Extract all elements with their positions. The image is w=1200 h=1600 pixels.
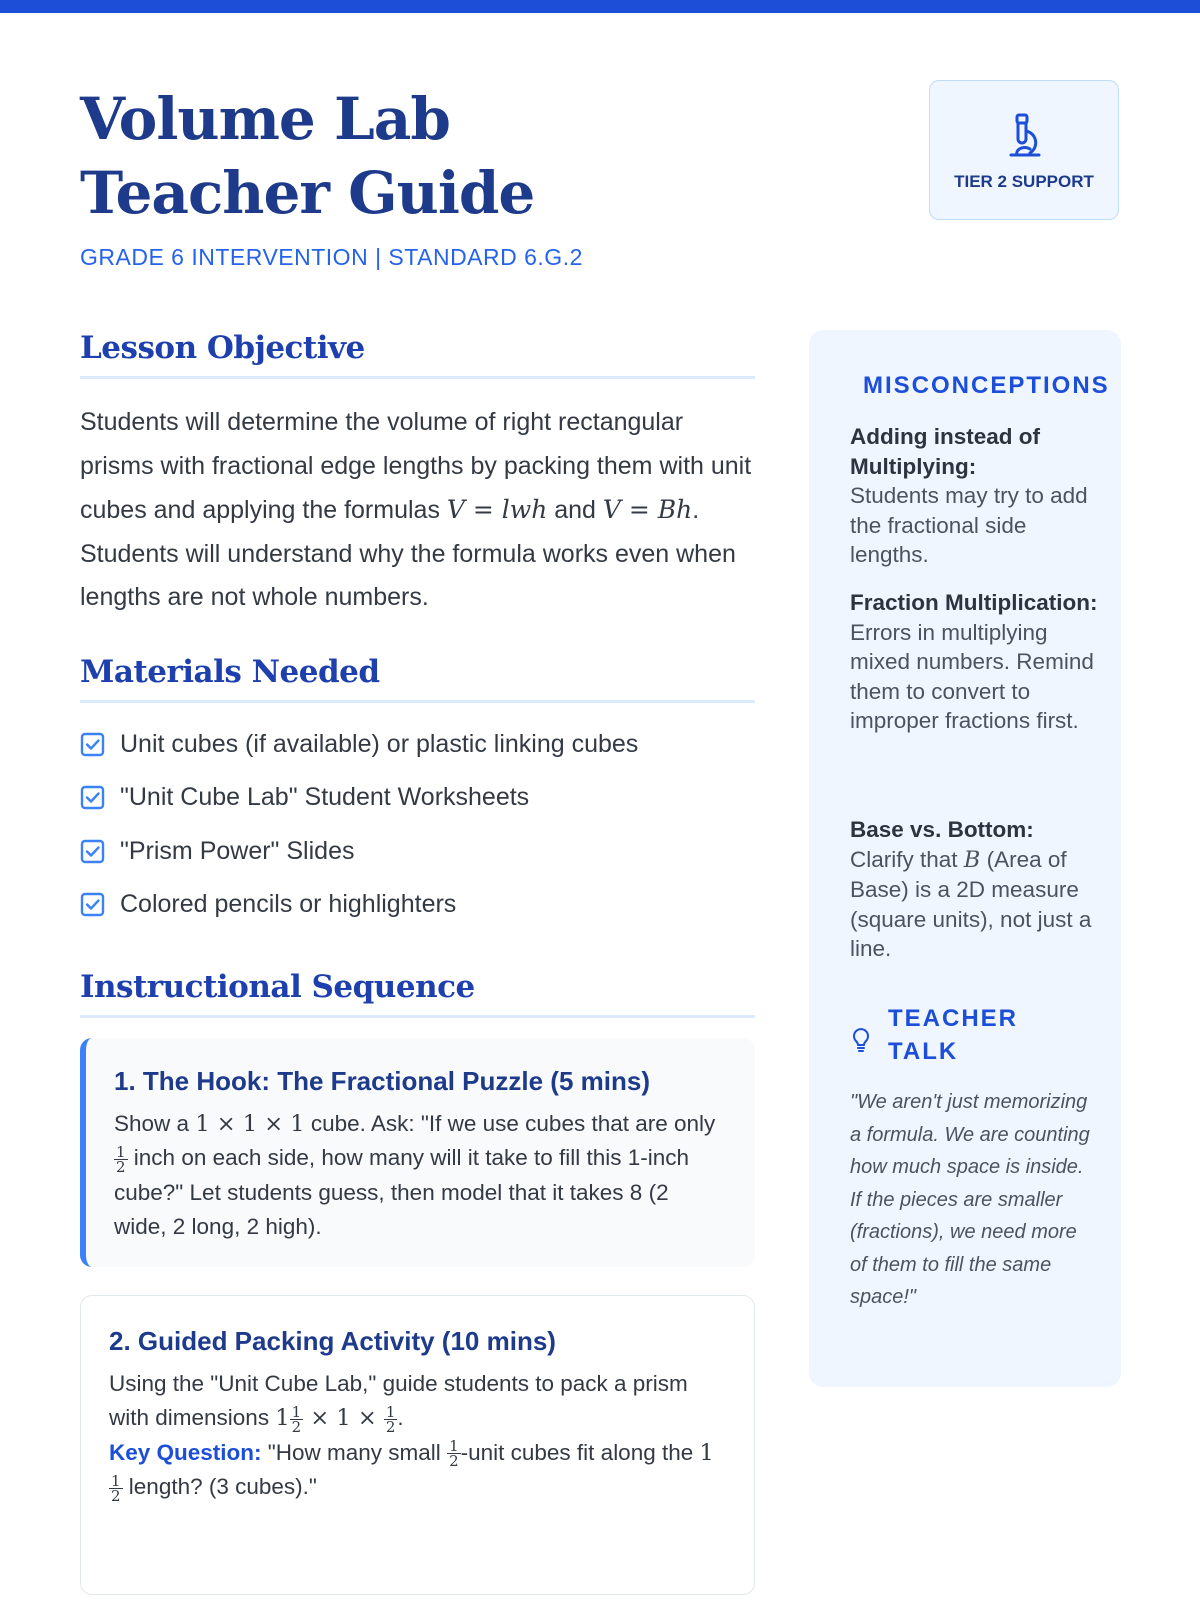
page-title-line-1: Volume Lab bbox=[80, 85, 450, 153]
checkbox-checked-icon bbox=[80, 732, 105, 757]
misconceptions-sidebar bbox=[809, 330, 1121, 1387]
mixed-number-whole: 1 bbox=[275, 1405, 290, 1431]
objective-text-3: . Students will understand why the formula works even when lengths are not whole numbers. bbox=[80, 496, 736, 611]
fraction-half bbox=[109, 1471, 123, 1505]
page-subtitle: GRADE 6 INTERVENTION | STANDARD 6.G.2 bbox=[80, 244, 583, 270]
checkbox-checked-icon bbox=[80, 785, 105, 810]
materials-item-label: Colored pencils or highlighters bbox=[120, 890, 457, 918]
formula-lwh: V = lwh bbox=[446, 495, 548, 524]
tier-badge-label: TIER 2 SUPPORT bbox=[954, 172, 1094, 191]
misconception-text: Errors in multiplying mixed numbers. Remind them to convert to improper fractions first. bbox=[850, 619, 1094, 733]
checkbox-checked-icon bbox=[80, 839, 105, 864]
microscope-icon bbox=[1003, 111, 1047, 163]
fraction-numerator: 1 bbox=[111, 1471, 121, 1490]
misconception-title: Fraction Multiplication: bbox=[850, 590, 1098, 615]
step-text: -unit cubes fit along the bbox=[460, 1439, 700, 1465]
teacher-talk-heading-line-1: TEACHER bbox=[888, 1005, 1019, 1032]
step-text: inch on each side, how many will it take to fill this 1-inch cube?" Let students guess, then model that it takes 8 (2 wide, 2 long, 2 high). bbox=[114, 1145, 690, 1239]
objective-text bbox=[80, 401, 755, 620]
mixed-number-whole: 1 bbox=[699, 1439, 714, 1466]
lightbulb-icon bbox=[850, 1026, 872, 1054]
step-title: 2. Guided Packing Activity (10 mins) bbox=[109, 1325, 556, 1356]
misconception-item bbox=[850, 815, 1100, 964]
misconception-text: (Area of Base) is a 2D measure (square units), not just a line. bbox=[850, 846, 1092, 961]
fraction-denominator: 2 bbox=[111, 1486, 121, 1505]
misconception-item bbox=[850, 588, 1100, 736]
prism-dimensions: × 1 × bbox=[303, 1405, 384, 1431]
step-card-guided bbox=[80, 1295, 755, 1595]
teacher-talk-heading bbox=[888, 1002, 1018, 1068]
misconception-item bbox=[850, 422, 1100, 570]
step-text: Using the "Unit Cube Lab," guide students to pack a prism with dimensions bbox=[109, 1370, 688, 1430]
fraction-half bbox=[114, 1142, 128, 1176]
fraction-numerator: 1 bbox=[449, 1437, 459, 1456]
fraction-denominator: 2 bbox=[291, 1417, 302, 1436]
misconception-title: Base vs. Bottom: bbox=[850, 817, 1034, 842]
fraction-denominator: 2 bbox=[385, 1417, 396, 1436]
materials-heading: Materials Needed bbox=[80, 654, 755, 703]
misconceptions-heading: MISCONCEPTIONS bbox=[863, 372, 1110, 399]
teacher-talk-quote: "We aren't just memorizing a formula. We are counting how much space is inside. If the pieces are smaller (fractions), we need more of them to fill the same space!" bbox=[850, 1091, 1090, 1308]
objective-heading: Lesson Objective bbox=[80, 330, 755, 379]
fraction-numerator: 1 bbox=[385, 1402, 396, 1421]
fraction-numerator: 1 bbox=[291, 1402, 302, 1421]
materials-item-label: "Unit Cube Lab" Student Worksheets bbox=[120, 783, 530, 811]
materials-list bbox=[80, 729, 755, 943]
fraction-half bbox=[384, 1402, 398, 1436]
key-question-label: Key Question: bbox=[109, 1439, 262, 1465]
cube-dimensions: 1 × 1 × 1 bbox=[195, 1110, 305, 1137]
step-card-hook bbox=[80, 1038, 755, 1267]
misconception-title: Adding instead of Multiplying: bbox=[850, 424, 1040, 479]
materials-item bbox=[80, 836, 755, 890]
materials-item bbox=[80, 782, 755, 836]
fraction-numerator: 1 bbox=[116, 1142, 126, 1161]
page-title bbox=[80, 82, 534, 230]
step-text: cube. Ask: "If we use cubes that are only bbox=[304, 1110, 716, 1136]
top-accent-bar bbox=[0, 0, 1200, 13]
sequence-heading: Instructional Sequence bbox=[80, 969, 755, 1018]
materials-item bbox=[80, 889, 755, 943]
step-text: Show a bbox=[114, 1110, 196, 1136]
objective-text-2: and bbox=[547, 496, 603, 524]
objective-text-1: Students will determine the volume of right rectangular prisms with fractional edge lengths by packing them with unit cubes and applying the formulas bbox=[80, 408, 752, 524]
fraction-denominator: 2 bbox=[116, 1157, 126, 1176]
fraction-denominator: 2 bbox=[449, 1452, 459, 1471]
main-column bbox=[80, 330, 755, 1595]
checkbox-checked-icon bbox=[80, 892, 105, 917]
teacher-talk-heading-line-2: TALK bbox=[888, 1038, 959, 1065]
step-body bbox=[109, 1367, 726, 1505]
step-title: 1. The Hook: The Fractional Puzzle (5 mins) bbox=[114, 1065, 650, 1096]
fraction-half bbox=[290, 1402, 304, 1436]
formula-bh: V = Bh bbox=[602, 495, 693, 524]
misconception-text: Clarify that bbox=[850, 846, 964, 872]
step-text: length? (3 cubes)." bbox=[122, 1474, 317, 1499]
tier-badge bbox=[929, 80, 1119, 220]
misconception-text: Students may try to add the fractional side lengths. bbox=[850, 483, 1088, 567]
materials-item-label: "Prism Power" Slides bbox=[120, 836, 355, 865]
materials-item-label: Unit cubes (if available) or plastic linking cubes bbox=[120, 729, 639, 758]
step-text: . bbox=[397, 1405, 404, 1430]
step-body bbox=[114, 1107, 727, 1245]
page-title-line-2: Teacher Guide bbox=[80, 159, 535, 227]
fraction-half bbox=[447, 1437, 461, 1471]
step-text: "How many small bbox=[261, 1439, 448, 1465]
base-symbol: B bbox=[963, 846, 981, 873]
materials-item bbox=[80, 729, 755, 783]
